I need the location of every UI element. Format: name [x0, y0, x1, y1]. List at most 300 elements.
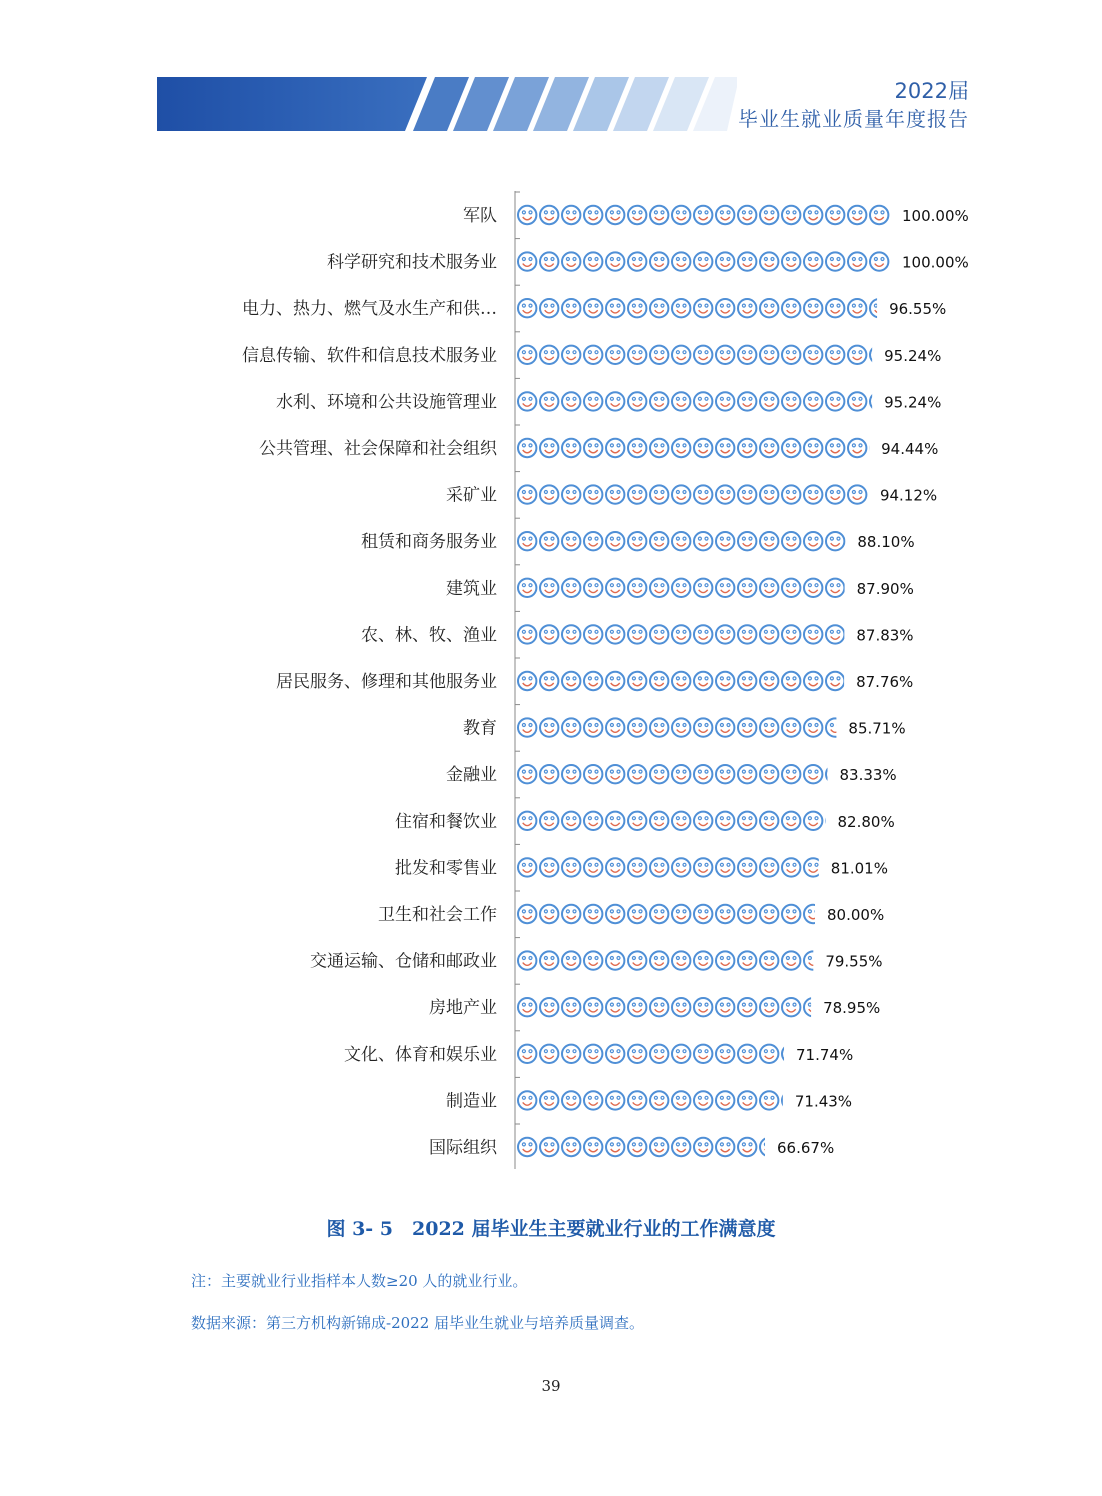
smiley-face-icon	[760, 252, 778, 270]
smiley-face-icon	[606, 206, 624, 224]
smiley-face-icon	[540, 299, 558, 317]
bar	[518, 998, 844, 1016]
bar	[518, 951, 844, 969]
smiley-face-icon	[782, 252, 800, 270]
smiley-face-icon	[782, 346, 800, 364]
smiley-face-icon	[518, 672, 536, 690]
data-label: 100.00%	[902, 207, 969, 225]
smiley-face-icon	[628, 905, 646, 923]
smiley-face-icon	[518, 1091, 536, 1109]
smiley-face-icon	[672, 392, 690, 410]
smiley-face-icon	[518, 346, 536, 364]
smiley-face-icon	[694, 672, 712, 690]
smiley-face-icon	[782, 532, 800, 550]
smiley-face-icon	[540, 485, 558, 503]
smiley-face-icon	[760, 392, 778, 410]
smiley-face-icon	[584, 998, 602, 1016]
category-label: 采矿业	[446, 485, 497, 506]
smiley-face-icon	[628, 951, 646, 969]
smiley-face-icon	[672, 858, 690, 876]
smiley-face-icon	[518, 392, 536, 410]
category-label: 卫生和社会工作	[378, 905, 497, 925]
smiley-face-icon	[826, 579, 844, 597]
smiley-face-icon	[628, 392, 646, 410]
category-label: 文化、体育和娱乐业	[344, 1044, 497, 1065]
smiley-face-icon	[716, 625, 734, 643]
smiley-face-icon	[782, 672, 800, 690]
smiley-face-icon	[650, 765, 668, 783]
smiley-face-icon	[694, 206, 712, 224]
data-label: 94.12%	[879, 486, 938, 505]
smiley-face-icon	[848, 299, 866, 317]
data-label: 100.00%	[902, 253, 969, 272]
category-label: 房地产业	[429, 998, 497, 1019]
smiley-face-icon	[540, 858, 558, 876]
smiley-face-icon	[562, 1138, 580, 1156]
smiley-face-icon	[562, 812, 580, 830]
smiley-face-icon	[804, 765, 822, 783]
data-label: 66.67%	[777, 1139, 835, 1157]
category-label: 水利、环境和公共设施管理业	[276, 392, 497, 413]
bar	[518, 905, 844, 923]
smiley-face-icon	[606, 858, 624, 876]
smiley-face-icon	[650, 1138, 668, 1156]
bar	[518, 485, 910, 503]
category-label: 建筑业	[446, 578, 497, 599]
smiley-face-icon	[606, 252, 624, 270]
smiley-face-icon	[804, 812, 822, 830]
smiley-face-icon	[848, 392, 866, 410]
category-label: 信息传输、软件和信息技术服务业	[242, 345, 497, 366]
smiley-face-icon	[562, 299, 580, 317]
smiley-face-icon	[848, 439, 866, 457]
data-label: 87.76%	[856, 673, 914, 691]
smiley-face-icon	[716, 532, 734, 550]
category-label: 公共管理、社会保障和社会组织	[259, 439, 497, 459]
header-banner	[157, 77, 737, 131]
category-label: 制造业	[446, 1091, 497, 1112]
smiley-face-icon	[540, 1138, 558, 1156]
smiley-face-icon	[540, 905, 558, 923]
smiley-face-icon	[870, 206, 888, 224]
smiley-face-icon	[650, 1091, 668, 1109]
smiley-face-icon	[760, 439, 778, 457]
smiley-face-icon	[738, 392, 756, 410]
smiley-face-icon	[826, 485, 844, 503]
smiley-face-icon	[716, 485, 734, 503]
smiley-face-icon	[562, 206, 580, 224]
bar	[518, 765, 866, 783]
smiley-face-icon	[672, 579, 690, 597]
smiley-face-icon	[584, 579, 602, 597]
data-label: 78.95%	[823, 999, 881, 1018]
smiley-face-icon	[738, 998, 756, 1016]
smiley-face-icon	[540, 718, 558, 736]
smiley-face-icon	[716, 858, 734, 876]
data-label: 94.44%	[881, 440, 939, 458]
smiley-face-icon	[716, 439, 734, 457]
smiley-face-icon	[584, 392, 602, 410]
smiley-face-icon	[760, 905, 778, 923]
smiley-face-icon	[562, 439, 580, 457]
data-label: 71.74%	[796, 1045, 854, 1064]
smiley-face-icon	[562, 998, 580, 1016]
smiley-face-icon	[540, 625, 558, 643]
smiley-face-icon	[562, 951, 580, 969]
smiley-face-icon	[804, 905, 822, 923]
smiley-face-icon	[628, 439, 646, 457]
smiley-face-icon	[584, 812, 602, 830]
smiley-face-icon	[584, 905, 602, 923]
smiley-face-icon	[628, 765, 646, 783]
smiley-face-icon	[782, 812, 800, 830]
figure-caption: 图 3- 5 2022 届毕业生主要就业行业的工作满意度	[326, 1218, 776, 1240]
smiley-face-icon	[584, 532, 602, 550]
smiley-face-icon	[804, 625, 822, 643]
smiley-face-icon	[782, 439, 800, 457]
smiley-face-icon	[716, 206, 734, 224]
smiley-face-icon	[738, 1138, 756, 1156]
smiley-face-icon	[584, 858, 602, 876]
smiley-face-icon	[628, 252, 646, 270]
report-name: 毕业生就业质量年度报告	[738, 107, 969, 131]
data-label: 71.43%	[794, 1092, 853, 1111]
smiley-face-icon	[672, 998, 690, 1016]
smiley-face-icon	[540, 579, 558, 597]
smiley-face-icon	[760, 206, 778, 224]
smiley-face-icon	[672, 439, 690, 457]
smiley-face-icon	[716, 672, 734, 690]
data-label: 80.00%	[827, 906, 885, 924]
smiley-face-icon	[694, 905, 712, 923]
smiley-face-icon	[694, 858, 712, 876]
smiley-face-icon	[628, 672, 646, 690]
smiley-face-icon	[738, 1091, 756, 1109]
smiley-face-icon	[694, 951, 712, 969]
smiley-face-icon	[760, 765, 778, 783]
smiley-face-icon	[672, 252, 690, 270]
smiley-face-icon	[606, 951, 624, 969]
smiley-face-icon	[650, 951, 668, 969]
smiley-face-icon	[848, 485, 866, 503]
smiley-face-icon	[584, 1091, 602, 1109]
smiley-face-icon	[518, 579, 536, 597]
smiley-face-icon	[848, 206, 866, 224]
smiley-face-icon	[672, 951, 690, 969]
smiley-face-icon	[826, 346, 844, 364]
category-label: 国际组织	[429, 1138, 497, 1158]
data-label: 87.90%	[856, 579, 914, 598]
smiley-face-icon	[606, 439, 624, 457]
data-label: 81.01%	[830, 859, 888, 878]
smiley-face-icon	[584, 672, 602, 690]
bar	[518, 858, 844, 876]
smiley-face-icon	[782, 485, 800, 503]
smiley-face-icon	[628, 1138, 646, 1156]
smiley-face-icon	[760, 812, 778, 830]
smiley-face-icon	[628, 1091, 646, 1109]
smiley-face-icon	[826, 625, 844, 643]
category-label: 租赁和商务服务业	[361, 532, 497, 553]
smiley-face-icon	[606, 905, 624, 923]
bar	[518, 206, 932, 224]
smiley-face-icon	[584, 252, 602, 270]
smiley-face-icon	[540, 672, 558, 690]
category-label: 交通运输、仓储和邮政业	[310, 951, 497, 972]
data-label: 79.55%	[825, 952, 883, 971]
smiley-face-icon	[782, 299, 800, 317]
smiley-face-icon	[518, 858, 536, 876]
smiley-face-icon	[606, 392, 624, 410]
bar	[518, 1091, 822, 1109]
smiley-face-icon	[650, 346, 668, 364]
smiley-face-icon	[562, 346, 580, 364]
bar	[518, 392, 910, 410]
smiley-face-icon	[782, 858, 800, 876]
smiley-face-icon	[738, 439, 756, 457]
smiley-face-icon	[540, 532, 558, 550]
smiley-face-icon	[804, 532, 822, 550]
smiley-face-icon	[650, 206, 668, 224]
category-label: 金融业	[446, 765, 497, 786]
category-label: 批发和零售业	[395, 858, 497, 879]
smiley-face-icon	[760, 346, 778, 364]
smiley-face-icon	[606, 625, 624, 643]
smiley-face-icon	[672, 905, 690, 923]
smiley-face-icon	[650, 625, 668, 643]
smiley-face-icon	[650, 299, 668, 317]
smiley-face-icon	[848, 346, 866, 364]
smiley-face-icon	[584, 299, 602, 317]
smiley-face-icon	[804, 346, 822, 364]
smiley-face-icon	[804, 299, 822, 317]
smiley-face-icon	[672, 206, 690, 224]
smiley-face-icon	[562, 1091, 580, 1109]
smiley-face-icon	[562, 765, 580, 783]
smiley-face-icon	[562, 392, 580, 410]
smiley-face-icon	[804, 951, 822, 969]
smiley-face-icon	[518, 812, 536, 830]
smiley-face-icon	[606, 485, 624, 503]
satisfaction-bar-chart	[0, 185, 1102, 1185]
bar	[518, 1045, 822, 1063]
smiley-face-icon	[694, 252, 712, 270]
smiley-face-icon	[562, 1045, 580, 1063]
smiley-face-icon	[562, 672, 580, 690]
smiley-face-icon	[760, 998, 778, 1016]
smiley-face-icon	[694, 299, 712, 317]
smiley-face-icon	[760, 1045, 778, 1063]
smiley-face-icon	[694, 1138, 712, 1156]
smiley-face-icon	[540, 812, 558, 830]
smiley-face-icon	[672, 346, 690, 364]
smiley-face-icon	[782, 998, 800, 1016]
smiley-face-icon	[628, 1045, 646, 1063]
smiley-face-icon	[672, 299, 690, 317]
smiley-face-icon	[716, 1138, 734, 1156]
smiley-face-icon	[782, 905, 800, 923]
smiley-face-icon	[628, 812, 646, 830]
smiley-face-icon	[628, 998, 646, 1016]
smiley-face-icon	[650, 252, 668, 270]
smiley-face-icon	[694, 392, 712, 410]
smiley-face-icon	[826, 439, 844, 457]
smiley-face-icon	[562, 532, 580, 550]
smiley-face-icon	[782, 579, 800, 597]
smiley-face-icon	[826, 718, 844, 736]
smiley-face-icon	[738, 485, 756, 503]
smiley-face-icon	[760, 718, 778, 736]
smiley-face-icon	[716, 579, 734, 597]
report-year: 2022届	[894, 79, 969, 103]
smiley-face-icon	[694, 1045, 712, 1063]
smiley-face-icon	[694, 718, 712, 736]
smiley-face-icon	[804, 579, 822, 597]
smiley-face-icon	[804, 718, 822, 736]
smiley-face-icon	[672, 1138, 690, 1156]
smiley-face-icon	[628, 858, 646, 876]
smiley-face-icon	[518, 439, 536, 457]
smiley-face-icon	[738, 905, 756, 923]
smiley-face-icon	[606, 998, 624, 1016]
smiley-face-icon	[716, 765, 734, 783]
smiley-face-icon	[694, 579, 712, 597]
smiley-face-icon	[518, 998, 536, 1016]
smiley-face-icon	[826, 392, 844, 410]
smiley-face-icon	[782, 625, 800, 643]
smiley-face-icon	[826, 299, 844, 317]
category-label: 农、林、牧、渔业	[361, 625, 497, 646]
smiley-face-icon	[738, 1045, 756, 1063]
smiley-face-icon	[518, 765, 536, 783]
smiley-face-icon	[606, 299, 624, 317]
category-label: 军队	[463, 206, 497, 226]
smiley-face-icon	[716, 998, 734, 1016]
smiley-face-icon	[870, 252, 888, 270]
smiley-face-icon	[518, 951, 536, 969]
bar	[518, 812, 866, 830]
smiley-face-icon	[540, 439, 558, 457]
smiley-face-icon	[562, 579, 580, 597]
smiley-face-icon	[804, 392, 822, 410]
smiley-face-icon	[540, 1091, 558, 1109]
category-label: 教育	[463, 718, 497, 739]
smiley-face-icon	[518, 625, 536, 643]
smiley-face-icon	[584, 625, 602, 643]
smiley-face-icon	[760, 1091, 778, 1109]
bar	[518, 299, 910, 317]
smiley-face-icon	[782, 206, 800, 224]
smiley-face-icon	[628, 718, 646, 736]
smiley-face-icon	[738, 625, 756, 643]
smiley-face-icon	[716, 299, 734, 317]
smiley-face-icon	[606, 1045, 624, 1063]
smiley-face-icon	[738, 951, 756, 969]
smiley-face-icon	[650, 439, 668, 457]
smiley-face-icon	[716, 346, 734, 364]
smiley-face-icon	[672, 485, 690, 503]
data-label: 85.71%	[848, 719, 906, 738]
smiley-face-icon	[518, 1138, 536, 1156]
bar	[518, 252, 932, 270]
smiley-face-icon	[848, 252, 866, 270]
smiley-face-icon	[804, 252, 822, 270]
smiley-face-icon	[562, 252, 580, 270]
smiley-face-icon	[672, 532, 690, 550]
smiley-face-icon	[628, 206, 646, 224]
smiley-face-icon	[518, 252, 536, 270]
smiley-face-icon	[804, 998, 822, 1016]
smiley-face-icon	[518, 299, 536, 317]
smiley-face-icon	[738, 579, 756, 597]
smiley-face-icon	[628, 579, 646, 597]
smiley-face-icon	[716, 252, 734, 270]
smiley-face-icon	[584, 346, 602, 364]
smiley-face-icon	[826, 672, 844, 690]
smiley-face-icon	[650, 998, 668, 1016]
smiley-face-icon	[694, 439, 712, 457]
smiley-face-icon	[804, 206, 822, 224]
smiley-face-icon	[826, 532, 844, 550]
smiley-face-icon	[540, 346, 558, 364]
category-label: 居民服务、修理和其他服务业	[276, 672, 497, 692]
smiley-face-icon	[716, 951, 734, 969]
smiley-face-icon	[782, 392, 800, 410]
smiley-face-icon	[738, 765, 756, 783]
smiley-face-icon	[760, 532, 778, 550]
smiley-face-icon	[716, 812, 734, 830]
smiley-face-icon	[694, 1091, 712, 1109]
smiley-face-icon	[584, 765, 602, 783]
smiley-face-icon	[804, 858, 822, 876]
smiley-face-icon	[518, 206, 536, 224]
smiley-face-icon	[518, 718, 536, 736]
smiley-face-icon	[650, 532, 668, 550]
bar	[518, 346, 910, 364]
smiley-face-icon	[606, 718, 624, 736]
data-label: 83.33%	[839, 766, 897, 785]
smiley-face-icon	[562, 485, 580, 503]
smiley-face-icon	[672, 1091, 690, 1109]
smiley-face-icon	[694, 998, 712, 1016]
smiley-face-icon	[760, 672, 778, 690]
smiley-face-icon	[606, 672, 624, 690]
smiley-face-icon	[738, 812, 756, 830]
smiley-face-icon	[518, 1045, 536, 1063]
bar	[518, 718, 866, 736]
smiley-face-icon	[584, 718, 602, 736]
smiley-face-icon	[738, 346, 756, 364]
smiley-face-icon	[716, 1091, 734, 1109]
smiley-face-icon	[672, 765, 690, 783]
smiley-face-icon	[650, 812, 668, 830]
smiley-face-icon	[650, 905, 668, 923]
smiley-face-icon	[760, 485, 778, 503]
smiley-face-icon	[540, 998, 558, 1016]
smiley-face-icon	[540, 951, 558, 969]
data-label: 82.80%	[837, 812, 895, 831]
smiley-face-icon	[694, 765, 712, 783]
smiley-face-icon	[694, 812, 712, 830]
smiley-face-icon	[672, 1045, 690, 1063]
bar	[518, 625, 866, 643]
smiley-face-icon	[584, 951, 602, 969]
smiley-face-icon	[650, 672, 668, 690]
smiley-face-icon	[738, 252, 756, 270]
smiley-face-icon	[716, 905, 734, 923]
smiley-face-icon	[606, 579, 624, 597]
bar	[518, 672, 866, 690]
